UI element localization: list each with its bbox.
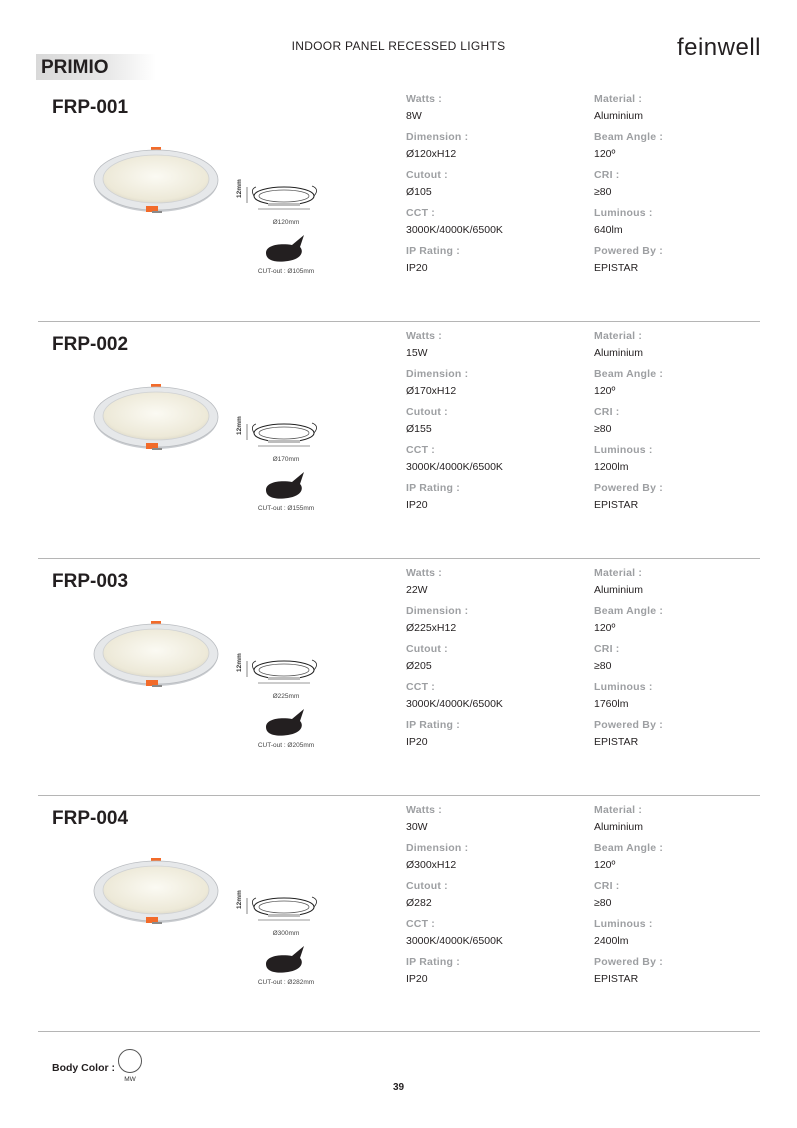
spec-value: 15W — [406, 347, 428, 359]
spec-watts — [406, 567, 566, 596]
spec-dimension — [406, 368, 566, 397]
spec-powered-by — [594, 245, 754, 274]
spec-watts — [406, 330, 566, 359]
product-section-4 — [0, 796, 797, 1033]
spec-cutout — [406, 169, 566, 198]
body-color-swatch-icon — [118, 1049, 142, 1073]
spec-label: IP Rating : — [406, 719, 460, 731]
spec-value: ≥80 — [594, 186, 612, 198]
spec-material — [594, 567, 754, 596]
spec-cutout — [406, 880, 566, 909]
spec-ip-rating — [406, 482, 566, 511]
spec-watts — [406, 804, 566, 833]
spec-value: 3000K/4000K/6500K — [406, 935, 503, 947]
page-number: 39 — [392, 1082, 405, 1093]
spec-label: Watts : — [406, 567, 443, 579]
cutout-shape — [262, 944, 308, 976]
spec-luminous — [594, 207, 754, 236]
spec-dimension — [406, 605, 566, 634]
spec-value: 2400lm — [594, 935, 629, 947]
spec-cri — [594, 643, 754, 672]
spec-label: Watts : — [406, 93, 443, 105]
spec-label: CCT : — [406, 681, 435, 693]
spec-material — [594, 93, 754, 122]
spec-beam-angle — [594, 131, 754, 160]
diameter-label: Ø225mm — [272, 693, 300, 700]
spec-label: Powered By : — [594, 245, 663, 257]
spec-value: 30W — [406, 821, 428, 833]
spec-label: Luminous : — [594, 444, 653, 456]
spec-label: CCT : — [406, 918, 435, 930]
spec-cutout — [406, 643, 566, 672]
spec-dimension — [406, 131, 566, 160]
spec-value: 3000K/4000K/6500K — [406, 461, 503, 473]
product-section-3 — [0, 559, 797, 796]
height-label: 12mm — [236, 416, 243, 435]
spec-label: Luminous : — [594, 207, 653, 219]
cutout-label: CUT-out : Ø205mm — [257, 742, 315, 749]
cutout-label: CUT-out : Ø105mm — [257, 268, 315, 275]
spec-cri — [594, 169, 754, 198]
spec-value: ≥80 — [594, 423, 612, 435]
spec-beam-angle — [594, 368, 754, 397]
product-section-2 — [0, 322, 797, 559]
spec-value: 120º — [594, 148, 616, 160]
spec-beam-angle — [594, 605, 754, 634]
panel-light-image — [92, 617, 222, 691]
spec-cri — [594, 406, 754, 435]
spec-label: CCT : — [406, 444, 435, 456]
spec-label: Dimension : — [406, 842, 469, 854]
spec-label: IP Rating : — [406, 482, 460, 494]
spec-label: CCT : — [406, 207, 435, 219]
side-profile-drawing — [244, 183, 324, 219]
spec-label: Watts : — [406, 330, 443, 342]
spec-value: EPISTAR — [594, 736, 639, 748]
spec-label: Powered By : — [594, 719, 663, 731]
model-name: FRP-004 — [52, 808, 129, 829]
cutout-label: CUT-out : Ø155mm — [257, 505, 315, 512]
spec-value: IP20 — [406, 973, 428, 985]
cutout-label: CUT-out : Ø282mm — [257, 979, 315, 986]
spec-label: Luminous : — [594, 918, 653, 930]
spec-value: 1200lm — [594, 461, 629, 473]
spec-label: Beam Angle : — [594, 605, 664, 617]
spec-label: CRI : — [594, 880, 620, 892]
diameter-label: Ø170mm — [272, 456, 300, 463]
spec-label: Cutout : — [406, 643, 448, 655]
spec-beam-angle — [594, 842, 754, 871]
spec-value: Ø225xH12 — [406, 622, 457, 634]
spec-label: IP Rating : — [406, 245, 460, 257]
spec-value: 120º — [594, 622, 616, 634]
cutout-shape — [262, 233, 308, 265]
spec-value: 22W — [406, 584, 428, 596]
spec-label: Material : — [594, 567, 643, 579]
spec-value: 120º — [594, 385, 616, 397]
spec-value: IP20 — [406, 262, 428, 274]
height-label: 12mm — [236, 653, 243, 672]
spec-watts — [406, 93, 566, 122]
spec-value: Ø282 — [406, 897, 432, 909]
spec-value: Aluminium — [594, 584, 644, 596]
spec-luminous — [594, 918, 754, 947]
spec-ip-rating — [406, 245, 566, 274]
spec-value: 3000K/4000K/6500K — [406, 224, 503, 236]
spec-material — [594, 804, 754, 833]
spec-cct — [406, 444, 566, 473]
side-profile-drawing — [244, 420, 324, 456]
spec-powered-by — [594, 719, 754, 748]
spec-dimension — [406, 842, 566, 871]
spec-value: Aluminium — [594, 347, 644, 359]
spec-label: Material : — [594, 330, 643, 342]
spec-label: CRI : — [594, 169, 620, 181]
spec-value: ≥80 — [594, 897, 612, 909]
swatch-label: MW — [124, 1076, 136, 1083]
side-profile-drawing — [244, 894, 324, 930]
spec-ip-rating — [406, 956, 566, 985]
spec-value: ≥80 — [594, 660, 612, 672]
spec-label: Powered By : — [594, 482, 663, 494]
product-section-1 — [0, 85, 797, 322]
model-name: FRP-002 — [52, 334, 129, 355]
spec-cct — [406, 207, 566, 236]
panel-light-image — [92, 380, 222, 454]
spec-ip-rating — [406, 719, 566, 748]
spec-label: Cutout : — [406, 169, 448, 181]
side-profile-drawing — [244, 657, 324, 693]
spec-label: Dimension : — [406, 131, 469, 143]
body-color-label: Body Color : — [52, 1062, 115, 1074]
spec-label: Cutout : — [406, 406, 448, 418]
spec-value: Aluminium — [594, 110, 644, 122]
spec-value: Aluminium — [594, 821, 644, 833]
spec-value: EPISTAR — [594, 973, 639, 985]
panel-light-image — [92, 854, 222, 928]
spec-cutout — [406, 406, 566, 435]
page-header-title: INDOOR PANEL RECESSED LIGHTS — [291, 39, 506, 53]
spec-cri — [594, 880, 754, 909]
spec-label: Dimension : — [406, 605, 469, 617]
spec-label: CRI : — [594, 643, 620, 655]
spec-value: 120º — [594, 859, 616, 871]
model-name: FRP-003 — [52, 571, 129, 592]
model-name: FRP-001 — [52, 97, 129, 118]
spec-value: IP20 — [406, 736, 428, 748]
cutout-shape — [262, 707, 308, 739]
series-title: PRIMIO — [41, 57, 109, 78]
spec-cct — [406, 918, 566, 947]
spec-value: EPISTAR — [594, 262, 639, 274]
spec-label: Watts : — [406, 804, 443, 816]
spec-value: EPISTAR — [594, 499, 639, 511]
series-tab — [36, 54, 156, 80]
spec-label: Luminous : — [594, 681, 653, 693]
spec-label: IP Rating : — [406, 956, 460, 968]
diameter-label: Ø300mm — [272, 930, 300, 937]
height-label: 12mm — [236, 890, 243, 909]
spec-value: Ø205 — [406, 660, 432, 672]
spec-label: CRI : — [594, 406, 620, 418]
spec-label: Beam Angle : — [594, 368, 664, 380]
spec-label: Material : — [594, 804, 643, 816]
spec-value: IP20 — [406, 499, 428, 511]
spec-powered-by — [594, 482, 754, 511]
brand-logo: feinwell — [676, 34, 761, 61]
spec-value: Ø170xH12 — [406, 385, 457, 397]
spec-label: Beam Angle : — [594, 131, 664, 143]
spec-value: Ø105 — [406, 186, 432, 198]
panel-light-image — [92, 143, 222, 217]
spec-value: Ø120xH12 — [406, 148, 457, 160]
spec-label: Powered By : — [594, 956, 663, 968]
spec-label: Beam Angle : — [594, 842, 664, 854]
spec-value: 640lm — [594, 224, 623, 236]
spec-value: Ø155 — [406, 423, 432, 435]
spec-luminous — [594, 444, 754, 473]
cutout-shape — [262, 470, 308, 502]
spec-luminous — [594, 681, 754, 710]
spec-powered-by — [594, 956, 754, 985]
spec-cct — [406, 681, 566, 710]
height-label: 12mm — [236, 179, 243, 198]
spec-label: Dimension : — [406, 368, 469, 380]
spec-material — [594, 330, 754, 359]
spec-value: 8W — [406, 110, 422, 122]
spec-label: Material : — [594, 93, 643, 105]
spec-value: 3000K/4000K/6500K — [406, 698, 503, 710]
spec-value: Ø300xH12 — [406, 859, 457, 871]
diameter-label: Ø120mm — [272, 219, 300, 226]
spec-label: Cutout : — [406, 880, 448, 892]
spec-value: 1760lm — [594, 698, 629, 710]
